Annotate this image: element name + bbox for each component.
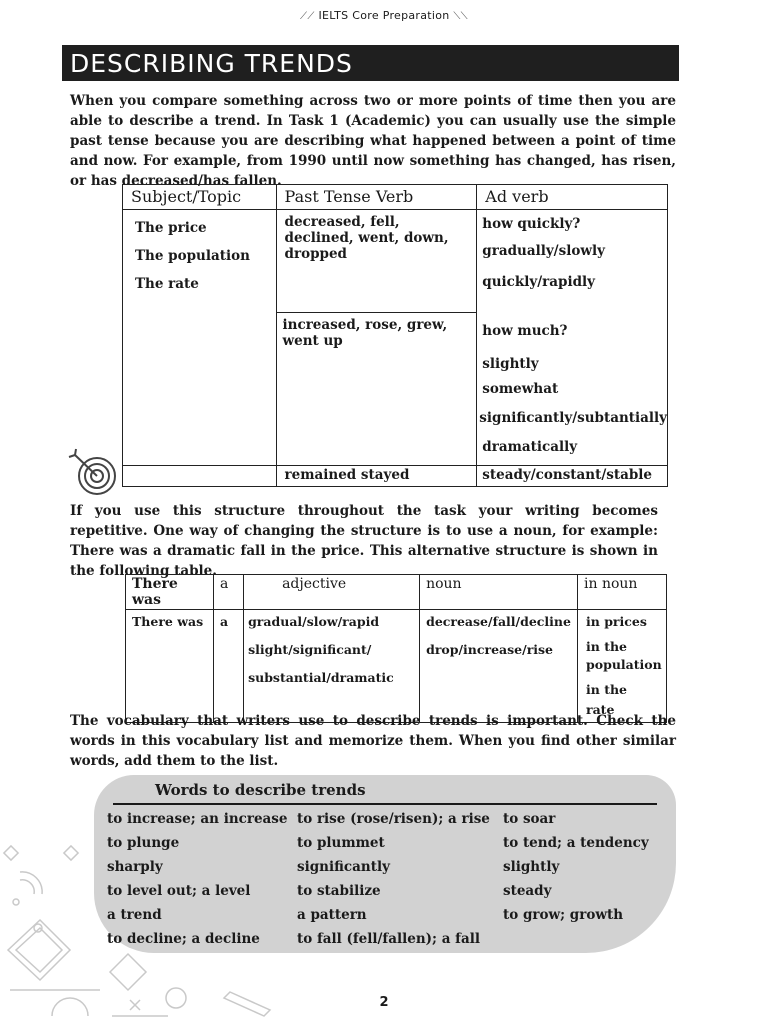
table2-header-there-was: There was: [126, 575, 214, 610]
in-noun-item: in the population: [586, 639, 662, 672]
vocab-column-1: [107, 808, 288, 952]
table1-header-verb: Past Tense Verb: [276, 185, 477, 210]
slash-ornament-left: ⟋⟋: [300, 11, 315, 22]
structure-paragraph: If you use this structure throughout the task your writing becomes repetitive. One way of changing the structure is to use a noun, for example: There was a dramatic fall in the price. This alternative structure is shown in the following table.: [70, 503, 658, 579]
adverb-item: slightly: [482, 356, 539, 372]
vocab-item: slightly: [503, 859, 560, 875]
adverb-item: somewhat: [482, 381, 559, 397]
table2-header-in-noun: in noun: [578, 575, 667, 610]
article-cell: a: [214, 610, 244, 723]
nouns-cell: [420, 610, 578, 723]
adverb-steady-cell: steady/constant/stable: [477, 466, 668, 487]
running-title: IELTS Core Preparation: [318, 9, 450, 22]
verbs-steady-cell: remained stayed: [276, 466, 477, 487]
section-title-bar: [62, 45, 679, 81]
vocab-item: a pattern: [297, 907, 367, 923]
vocab-item: to stabilize: [297, 883, 381, 899]
in-noun-item: in the rate: [586, 682, 628, 717]
vocab-item: to plummet: [297, 835, 385, 851]
vocab-item: sharply: [107, 859, 163, 875]
table2-header-noun: noun: [420, 575, 578, 610]
table1-header-subject: Subject/Topic: [123, 185, 277, 210]
vocab-item: to plunge: [107, 835, 180, 851]
table1-adverbs-cell: [477, 210, 668, 466]
adjective-item: gradual/slow/rapid: [248, 614, 380, 629]
table2-header-a: a: [214, 575, 244, 610]
in-noun-item: in prices: [586, 614, 647, 629]
vocabulary-paragraph: The vocabulary that writers use to describe trends is important. Check the words in this vocabulary list and memorize them. When you find other similar words, add them to the list.: [70, 713, 676, 769]
noun-structure-table: [125, 574, 667, 723]
verbs-down-cell: decreased, fell, declined, went, down, dropped: [276, 210, 477, 313]
vocabulary-title: Words to describe trends: [155, 781, 366, 799]
adjectives-cell: [244, 610, 420, 723]
section-title: DESCRIBING TRENDS: [70, 49, 353, 78]
running-header: [0, 9, 768, 22]
table2-header-adjective: adjective: [244, 575, 420, 610]
adverb-question: how quickly?: [482, 216, 581, 232]
vocab-item: to soar: [503, 811, 556, 827]
vocab-item: to grow; growth: [503, 907, 624, 923]
vocab-item: to level out; a level: [107, 883, 251, 899]
table1-header-adverb: Ad verb: [477, 185, 668, 210]
noun-item: decrease/fall/decline: [426, 614, 571, 629]
vocab-item: to increase; an increase: [107, 811, 288, 827]
vocab-column-2: [297, 808, 490, 952]
vocab-item: steady: [503, 883, 552, 899]
vocab-column-3: [503, 808, 649, 928]
subject-item: The population: [135, 248, 250, 264]
verb-adverb-table: [122, 184, 668, 487]
adverb-item: significantly/subtantially: [479, 410, 667, 426]
table1-empty-cell: [123, 466, 277, 487]
target-icon: [66, 448, 120, 498]
adverb-item: quickly/rapidly: [482, 274, 595, 290]
page-number: 2: [379, 995, 389, 1010]
noun-item: drop/increase/rise: [426, 642, 554, 657]
vocab-item: a trend: [107, 907, 162, 923]
verbs-up-cell: increased, rose, grew, went up: [276, 313, 477, 466]
slash-ornament-right: ⟍⟍: [453, 11, 468, 22]
table1-subjects-cell: [123, 210, 277, 466]
adverb-question: how much?: [482, 323, 568, 339]
subject-item: The price: [135, 220, 207, 236]
vocab-item: to fall (fell/fallen); a fall: [297, 931, 480, 947]
in-nouns-cell: [578, 610, 667, 723]
vocabulary-title-rule: [113, 803, 657, 805]
there-was-cell: There was: [126, 610, 214, 723]
vocab-item: to decline; a decline: [107, 931, 260, 947]
subject-item: The rate: [135, 276, 199, 292]
vocab-item: significantly: [297, 859, 390, 875]
adverb-item: dramatically: [482, 439, 578, 455]
vocab-item: to tend; a tendency: [503, 835, 649, 851]
adverb-item: gradually/slowly: [482, 243, 605, 259]
adjective-item: slight/significant/: [248, 642, 372, 657]
adjective-item: substantial/dramatic: [248, 670, 394, 685]
intro-paragraph: When you compare something across two or more points of time then you are able to describe a trend. In Task 1 (Academic) you can usually use the simple past tense because you are describing what happened between a point of time and now. For example, from 1990 until now something has changed, has risen, or has decreased/has fallen.: [70, 93, 676, 189]
vocab-item: to rise (rose/risen); a rise: [297, 811, 490, 827]
